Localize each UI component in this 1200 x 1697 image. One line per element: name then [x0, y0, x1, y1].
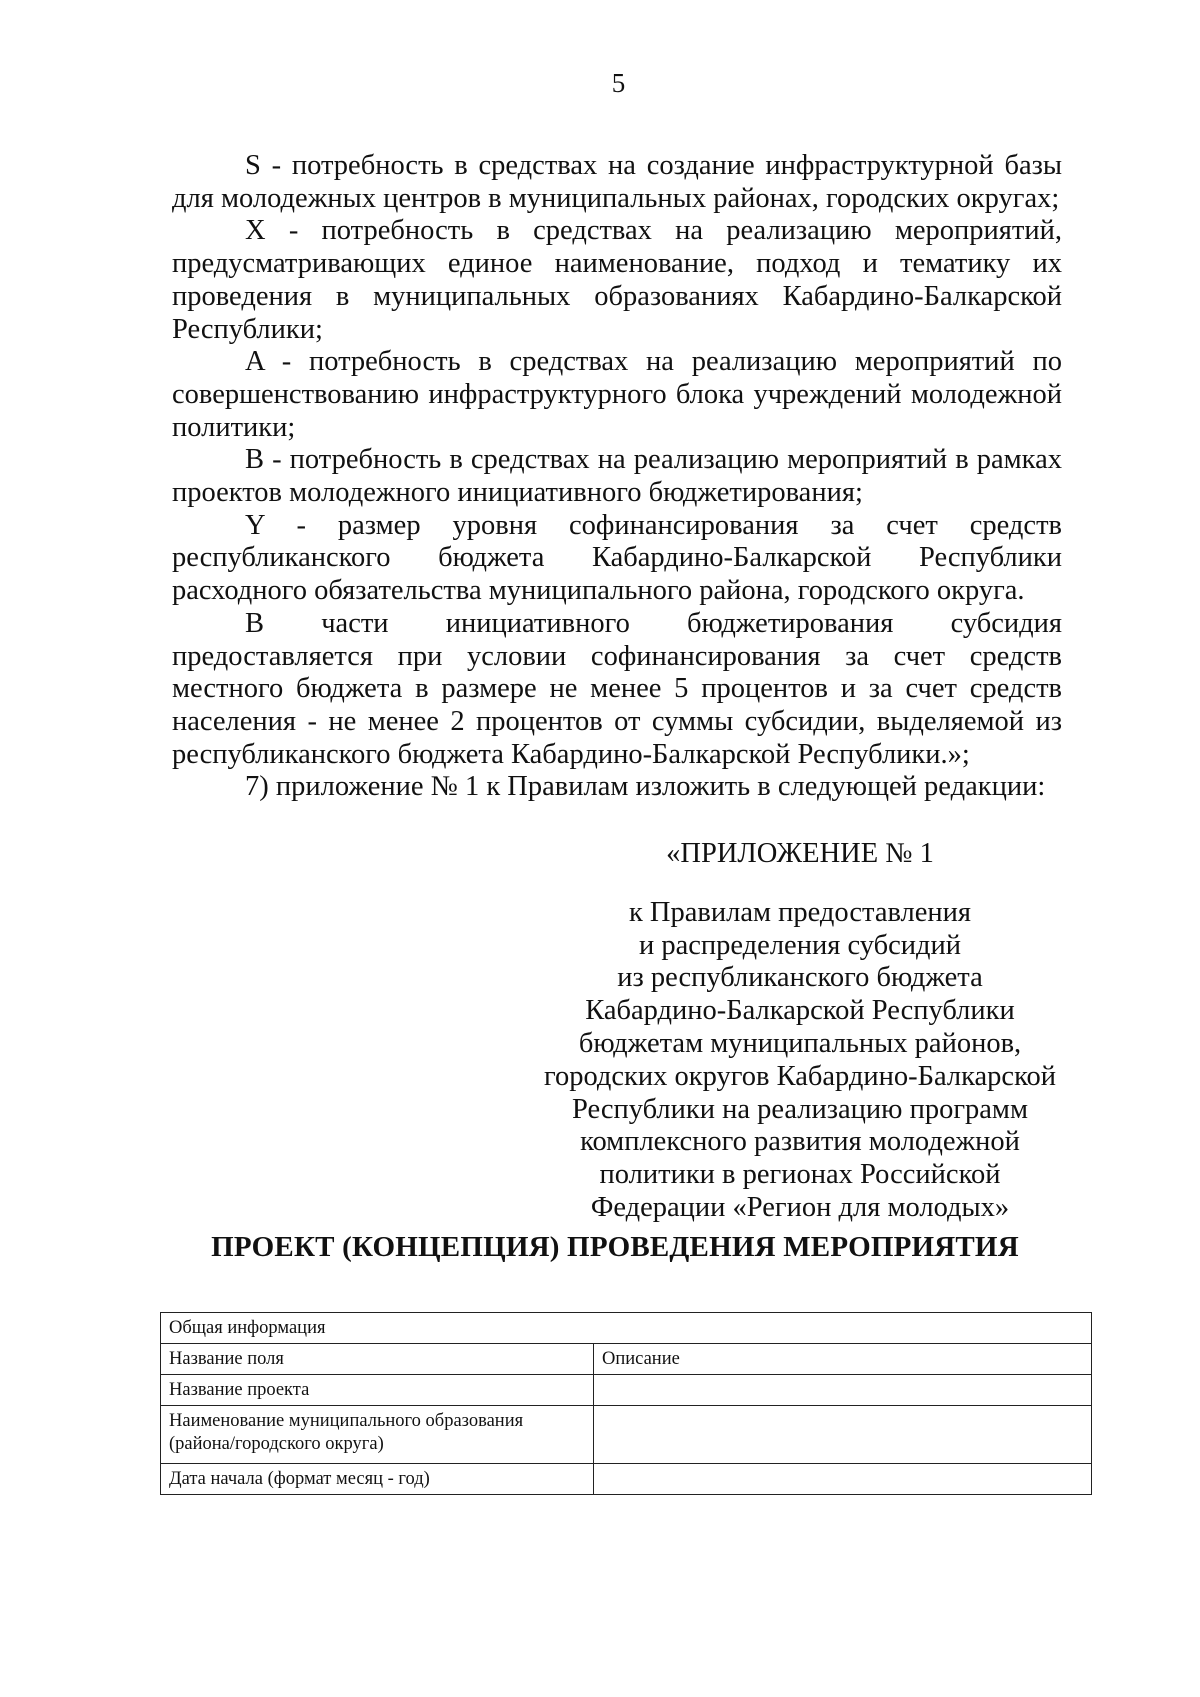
paragraph-s: S - потребность в средствах на создание инфраструктурной базы для молодежных центров в муниципальных районах, городских округах;: [172, 150, 1062, 214]
body-text: [172, 150, 1062, 804]
appendix-block: [540, 838, 1060, 1225]
table-row: [161, 1406, 1092, 1464]
appendix-line: бюджетам муниципальных районов,: [578, 1027, 1022, 1059]
table-row: [161, 1375, 1092, 1406]
paragraph-initiative-budgeting: В части инициативного бюджетирования субсидия предоставляется при условии софинансирования за счет средств местного бюджета в размере не менее 5 процентов и за счет средств населения - не менее 2 процентов от суммы субсидии, выделяемой из республиканского бюджета Кабардино-Балкарской Республики.»;: [172, 607, 1062, 770]
column-header-field: Название поля: [161, 1344, 594, 1375]
appendix-line: и распределения субсидий: [638, 929, 962, 961]
appendix-line: Федерации «Регион для молодых»: [590, 1191, 1010, 1223]
paragraph-b: B - потребность в средствах на реализацию мероприятий в рамках проектов молодежного инициативного бюджетирования;: [172, 444, 1062, 509]
table-header-row: [161, 1344, 1092, 1375]
paragraph-y: Y - размер уровня софинансирования за счет средств республиканского бюджета Кабардино-Балкарской Республики расходного обязательства муниципального района, городского округа.: [172, 509, 1062, 607]
table-section-row: [161, 1313, 1092, 1344]
section-header-cell: Общая информация: [161, 1313, 1092, 1344]
field-name-cell: Название проекта: [161, 1375, 594, 1406]
appendix-title: «ПРИЛОЖЕНИЕ № 1: [666, 838, 934, 869]
appendix-line: Республики на реализацию программ: [572, 1093, 1028, 1125]
project-heading: ПРОЕКТ (КОНЦЕПЦИЯ) ПРОВЕДЕНИЯ МЕРОПРИЯТИЯ: [211, 1231, 1019, 1263]
description-cell: [594, 1375, 1092, 1406]
appendix-line: политики в регионах Российской: [599, 1159, 1001, 1191]
table-row: [161, 1464, 1092, 1495]
page-number: 5: [611, 68, 626, 98]
column-header-description: Описание: [594, 1344, 1092, 1375]
appendix-line: комплексного развития молодежной: [580, 1126, 1020, 1158]
field-name-cell: Дата начала (формат месяц - год): [161, 1464, 594, 1495]
project-info-table: [160, 1312, 1092, 1495]
appendix-line: городских округов Кабардино-Балкарской: [544, 1060, 1056, 1092]
paragraph-a: A - потребность в средствах на реализацию мероприятий по совершенствованию инфраструктурного блока учреждений молодежной политики;: [172, 346, 1062, 443]
paragraph-x: X - потребность в средствах на реализацию мероприятий, предусматривающих единое наименование, подход и тематику их проведения в муниципальных образованиях Кабардино-Балкарской Республики;: [172, 215, 1062, 345]
description-cell: [594, 1406, 1092, 1464]
description-cell: [594, 1464, 1092, 1495]
paragraph-item-7: 7) приложение № 1 к Правилам изложить в следующей редакции:: [245, 771, 1046, 803]
field-name-cell: Наименование муниципального образования (района/городского округа): [161, 1406, 594, 1464]
appendix-line: к Правилам предоставления: [628, 896, 972, 928]
appendix-line: из республиканского бюджета: [617, 962, 983, 994]
appendix-line: Кабардино-Балкарской Республики: [585, 995, 1015, 1027]
